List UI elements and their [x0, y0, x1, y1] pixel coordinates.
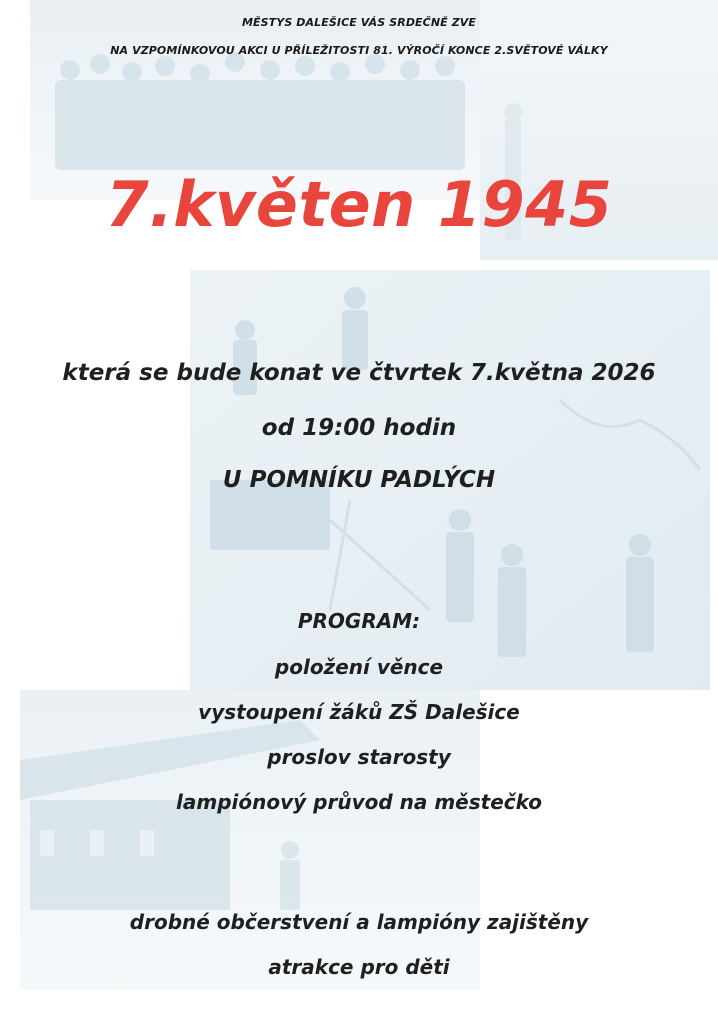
- page-title: 7.květen 1945: [105, 168, 613, 241]
- program-item: proslov starosty: [267, 745, 451, 769]
- program-heading: PROGRAM:: [297, 609, 421, 633]
- event-date: která se bude konat ve čtvrtek 7.května 2026: [62, 360, 656, 386]
- footer-attractions: atrakce pro děti: [268, 955, 450, 979]
- invitation-line-2: NA VZPOMÍNKOVOU AKCI U PŘÍLEŽITOSTI 81. VÝROČÍ KONCE 2.SVĚTOVÉ VÁLKY: [110, 44, 608, 57]
- event-place: U POMNÍKU PADLÝCH: [222, 467, 496, 493]
- program-item: lampiónový průvod na městečko: [176, 790, 542, 814]
- program-item: položení věnce: [274, 655, 444, 679]
- program-item: vystoupení žáků ZŠ Dalešice: [198, 700, 520, 724]
- event-time: od 19:00 hodin: [261, 415, 457, 441]
- footer-refreshments: drobné občerstvení a lampióny zajištěny: [129, 910, 589, 934]
- invitation-line-1: MĚSTYS DALEŠICE VÁS SRDEČNĚ ZVE: [242, 16, 476, 29]
